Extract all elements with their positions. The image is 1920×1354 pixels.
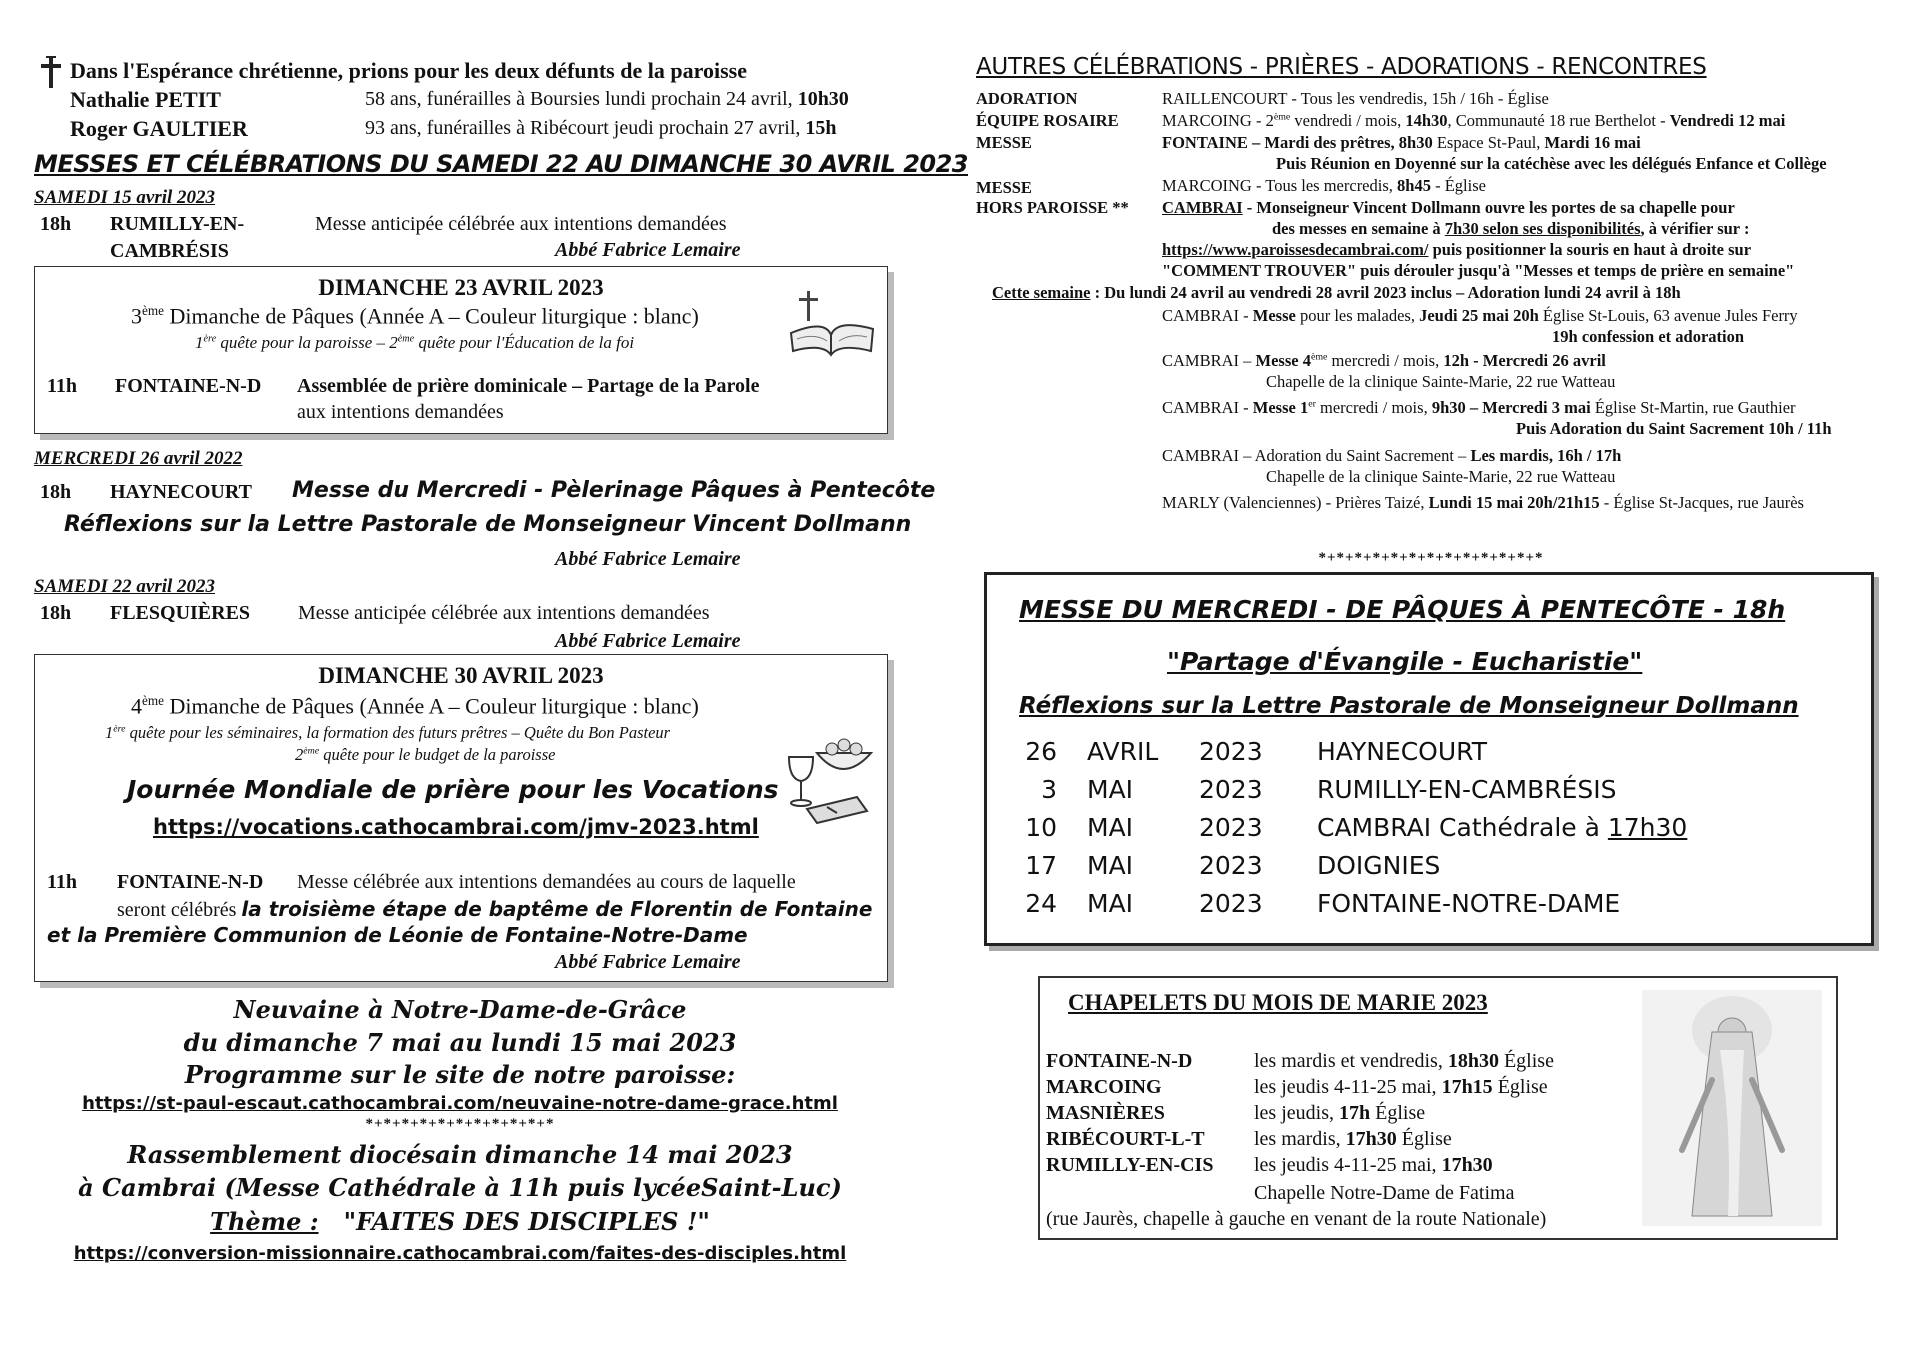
- hors-paroisse-4: "COMMENT TROUVER" puis dérouler jusqu'à "Messes et temps de prière en semaine": [1162, 261, 1795, 280]
- defunt-name-2: Roger GAULTIER: [70, 116, 248, 141]
- mercredi-26-desc-2: Réflexions sur la Lettre Pastorale de Monseigneur Vincent Dollmann: [64, 512, 912, 537]
- right-title: AUTRES CÉLÉBRATIONS - PRIÈRES - ADORATIONS - RENCONTRES: [976, 54, 1707, 80]
- messe-reunion: Puis Réunion en Doyenné sur la catéchèse avec les délégués Enfance et Collège: [1276, 154, 1827, 173]
- virgin-mary-image: [1642, 990, 1822, 1226]
- cambrai-malades: CAMBRAI - Messe pour les malades, Jeudi 25 mai 20h Église St-Louis, 63 avenue Jules Ferry: [1162, 306, 1798, 325]
- chapelets-note: (rue Jaurès, chapelle à gauche en venant de la route Nationale): [1046, 1208, 1547, 1230]
- hors-paroisse-text: CAMBRAI - Monseigneur Vincent Dollmann ouvre les portes de sa chapelle pour: [1162, 198, 1735, 217]
- main-title: MESSES ET CÉLÉBRATIONS DU SAMEDI 22 AU DIMANCHE 30 AVRIL 2023: [34, 150, 968, 178]
- mercredi-row-place-text: CAMBRAI Cathédrale à: [1317, 813, 1608, 842]
- chapelet-place: FONTAINE-N-D: [1046, 1050, 1193, 1072]
- cambrai-malades-2: 19h confession et adoration: [1552, 327, 1745, 346]
- dimanche-23-title: DIMANCHE 23 AVRIL 2023: [318, 275, 604, 300]
- journee-vocations: Journée Mondiale de prière pour les Vocations: [127, 775, 779, 804]
- mercredi-row-place: DOIGNIES: [1317, 851, 1441, 880]
- dimanche-30-quete-2: 2ème quête pour le budget de la paroisse: [295, 745, 556, 764]
- defunts-intro: Dans l'Espérance chrétienne, prions pour les deux défunts de la paroisse: [70, 58, 747, 83]
- dimanche-23-quetes: 1ère quête pour la paroisse – 2ème quête pour l'Éducation de la foi: [195, 333, 635, 352]
- hors-paroisse-3: https://www.paroissesdecambrai.com/ puis positionner la souris en haut à droite sur: [1162, 240, 1752, 259]
- cambrai-4eme-2: Chapelle de la clinique Sainte-Marie, 22 rue Watteau: [1266, 372, 1616, 391]
- samedi-22-date: SAMEDI 22 avril 2023: [34, 576, 216, 597]
- mercredi-26-priest: Abbé Fabrice Lemaire: [555, 548, 741, 570]
- mercredi-row-year: 2023: [1199, 813, 1263, 842]
- mercredi-row-day: 10: [1025, 813, 1057, 842]
- marly-taize: MARLY (Valenciennes) - Prières Taizé, Lundi 15 mai 20h/21h15 - Église St-Jacques, rue Jaurès: [1162, 493, 1804, 512]
- dimanche-23-desc: Assemblée de prière dominicale – Partage de la Parole: [297, 375, 760, 397]
- hors-paroisse-label: HORS PAROISSE **: [976, 198, 1129, 217]
- hors-paroisse-2: des messes en semaine à 7h30 selon ses disponibilités, à vérifier sur :: [1272, 219, 1750, 238]
- chalice-bread-icon: [777, 727, 877, 827]
- mercredi-row-place: FONTAINE-NOTRE-DAME: [1317, 889, 1621, 918]
- mercredi-row-place-full: [1317, 813, 1687, 842]
- dimanche-30-line: 4ème Dimanche de Pâques (Année A – Couleur liturgique : blanc): [131, 693, 699, 719]
- mercredi-row-day: 17: [1025, 851, 1057, 880]
- dimanche-30-box: [34, 654, 888, 982]
- chapelet-detail: les jeudis 4-11-25 mai, 17h15 Église: [1254, 1076, 1548, 1098]
- defunt-info-1: 58 ans, funérailles à Boursies lundi prochain 24 avril, 10h30: [365, 88, 849, 110]
- samedi-15-priest: Abbé Fabrice Lemaire: [555, 239, 741, 261]
- neuvaine-link[interactable]: https://st-paul-escaut.cathocambrai.com/neuvaine-notre-dame-grace.html: [82, 1093, 838, 1114]
- mercredi-row-extra: 17h30: [1607, 813, 1688, 842]
- defunt-info-2: 93 ans, funérailles à Ribécourt jeudi prochain 27 avril, 15h: [365, 117, 837, 139]
- chapelet-place: RIBÉCOURT-L-T: [1046, 1128, 1205, 1150]
- chapelet-detail: les mardis, 17h30 Église: [1254, 1128, 1452, 1150]
- mercredi-row-place: RUMILLY-EN-CAMBRÉSIS: [1317, 775, 1617, 804]
- dimanche-23-place: FONTAINE-N-D: [115, 375, 262, 397]
- samedi-15-place: RUMILLY-EN-: [110, 213, 245, 235]
- mercredi-row-place: HAYNECOURT: [1317, 737, 1487, 766]
- samedi-15-place-2: CAMBRÉSIS: [110, 240, 229, 262]
- mercredi-row-day: 3: [1041, 775, 1057, 804]
- samedi-15-desc: Messe anticipée célébrée aux intentions demandées: [315, 213, 727, 235]
- mercredi-row-year: 2023: [1199, 775, 1263, 804]
- mercredi-row-month: AVRIL: [1087, 737, 1159, 766]
- neuvaine-stars: *+*+*+*+*+*+*+*+*+*+*: [365, 1116, 555, 1132]
- dimanche-23-desc-2: aux intentions demandées: [297, 401, 504, 423]
- mercredi-row-day: 26: [1025, 737, 1057, 766]
- neuvaine-programme: Programme sur le site de notre paroisse:: [184, 1060, 736, 1089]
- mercredi-row-month: MAI: [1087, 813, 1134, 842]
- paroisses-link[interactable]: https://www.paroissesdecambrai.com/: [1162, 240, 1429, 259]
- right-stars: *+*+*+*+*+*+*+*+*+*+*+*+*: [1318, 550, 1544, 566]
- bible-icon: [785, 289, 877, 361]
- cambrai-adoration-2: Chapelle de la clinique Sainte-Marie, 22 rue Watteau: [1266, 467, 1616, 486]
- mercredi-row-day: 24: [1025, 889, 1057, 918]
- samedi-15-time: 18h: [40, 213, 72, 235]
- cambrai-1er-2: Puis Adoration du Saint Sacrement 10h / 11h: [1516, 419, 1832, 438]
- mercredi-box-reflexions: Réflexions sur la Lettre Pastorale de Monseigneur Dollmann: [1019, 693, 1799, 719]
- cambrai-1er: CAMBRAI - Messe 1er mercredi / mois, 9h30 – Mercredi 3 mai Église St-Martin, rue Gauthier: [1162, 398, 1796, 417]
- cambrai-adoration: CAMBRAI – Adoration du Saint Sacrement – Les mardis, 16h / 17h: [1162, 446, 1622, 465]
- dimanche-30-quete-1: 1ère quête pour les séminaires, la formation des futurs prêtres – Quête du Bon Pasteur: [105, 723, 671, 742]
- mercredi-26-place: HAYNECOURT: [110, 481, 252, 503]
- neuvaine-dates: du dimanche 7 mai au lundi 15 mai 2023: [183, 1028, 737, 1057]
- chapelet-place: MASNIÈRES: [1046, 1102, 1165, 1124]
- mercredi-row-year: 2023: [1199, 851, 1263, 880]
- samedi-22-desc: Messe anticipée célébrée aux intentions demandées: [298, 602, 710, 624]
- mercredi-box: [984, 572, 1874, 946]
- rassemblement-title: Rassemblement diocésain dimanche 14 mai 2023: [127, 1140, 793, 1169]
- vocations-link[interactable]: https://vocations.cathocambrai.com/jmv-2023.html: [153, 815, 759, 839]
- adoration-label: ADORATION: [976, 89, 1078, 108]
- adoration-text: RAILLENCOURT - Tous les vendredis, 15h / 16h - Église: [1162, 89, 1549, 108]
- dimanche-30-desc-2: seront célébrés la troisième étape de baptême de Florentin de Fontaine: [117, 897, 873, 921]
- cross-icon: [38, 54, 64, 90]
- messe-text: FONTAINE – Mardi des prêtres, 8h30 Espace St-Paul, Mardi 16 mai: [1162, 133, 1641, 152]
- dimanche-23-box: [34, 266, 888, 434]
- chapelets-title: CHAPELETS DU MOIS DE MARIE 2023: [1068, 990, 1488, 1015]
- dimanche-30-time: 11h: [47, 871, 78, 893]
- mercredi-row-year: 2023: [1199, 889, 1263, 918]
- chapelet-place: MARCOING: [1046, 1076, 1162, 1098]
- cambrai-4eme: CAMBRAI – Messe 4ème mercredi / mois, 12h - Mercredi 26 avril: [1162, 351, 1606, 370]
- chapelet-detail: les mardis et vendredis, 18h30 Église: [1254, 1050, 1554, 1072]
- rassemblement-details: à Cambrai (Messe Cathédrale à 11h puis lycéeSaint-Luc): [78, 1173, 842, 1202]
- samedi-22-time: 18h: [40, 602, 72, 624]
- mercredi-row-month: MAI: [1087, 775, 1134, 804]
- mercredi-row-month: MAI: [1087, 851, 1134, 880]
- dimanche-23-line: 3ème Dimanche de Pâques (Année A – Couleur liturgique : blanc): [131, 303, 699, 329]
- samedi-15-date: SAMEDI 15 avril 2023: [34, 187, 216, 208]
- mercredi-26-time: 18h: [40, 481, 72, 503]
- dimanche-23-time: 11h: [47, 375, 78, 397]
- mercredi-26-desc: Messe du Mercredi - Pèlerinage Pâques à Pentecôte: [292, 478, 936, 503]
- rosaire-label: ÉQUIPE ROSAIRE: [976, 111, 1119, 130]
- chapelet-detail: les jeudis, 17h Église: [1254, 1102, 1426, 1124]
- rosaire-text: MARCOING - 2ème vendredi / mois, 14h30, Communauté 18 rue Berthelot - Vendredi 12 mai: [1162, 111, 1786, 130]
- dimanche-30-title: DIMANCHE 30 AVRIL 2023: [318, 663, 604, 688]
- mercredi-26-date: MERCREDI 26 avril 2022: [34, 448, 243, 469]
- rassemblement-link[interactable]: https://conversion-missionnaire.cathocambrai.com/faites-des-disciples.html: [73, 1243, 847, 1264]
- semaine-line: Cette semaine : Du lundi 24 avril au vendredi 28 avril 2023 inclus – Adoration lundi 24 avril à 18h: [992, 283, 1681, 302]
- chapelet-place: RUMILLY-EN-CIS: [1046, 1154, 1214, 1176]
- rassemblement-theme: Thème : "FAITES DES DISCIPLES !": [210, 1207, 710, 1236]
- neuvaine-title: Neuvaine à Notre-Dame-de-Grâce: [233, 995, 687, 1024]
- chapelets-box: [1038, 976, 1838, 1240]
- messe-label: MESSE: [976, 133, 1032, 152]
- messe-marcoing: MARCOING - Tous les mercredis, 8h45 - Église: [1162, 176, 1486, 195]
- dimanche-30-desc: Messe célébrée aux intentions demandées au cours de laquelle: [297, 871, 796, 893]
- dimanche-30-desc-3: et la Première Communion de Léonie de Fontaine-Notre-Dame: [47, 923, 748, 947]
- dimanche-30-priest: Abbé Fabrice Lemaire: [555, 951, 741, 973]
- chapelet-detail: les jeudis 4-11-25 mai, 17h30: [1254, 1154, 1493, 1176]
- chapelle-fatima: Chapelle Notre-Dame de Fatima: [1254, 1182, 1515, 1204]
- mercredi-box-title: MESSE DU MERCREDI - DE PÂQUES À PENTECÔTE - 18h: [1019, 595, 1786, 624]
- mercredi-box-subtitle: "Partage d'Évangile - Eucharistie": [1167, 647, 1643, 676]
- dimanche-30-place: FONTAINE-N-D: [117, 871, 264, 893]
- samedi-22-priest: Abbé Fabrice Lemaire: [555, 630, 741, 652]
- defunt-name-1: Nathalie PETIT: [70, 87, 221, 112]
- mercredi-row-month: MAI: [1087, 889, 1134, 918]
- messe-hors-label: MESSE: [976, 178, 1032, 197]
- samedi-22-place: FLESQUIÈRES: [110, 602, 251, 624]
- mercredi-row-year: 2023: [1199, 737, 1263, 766]
